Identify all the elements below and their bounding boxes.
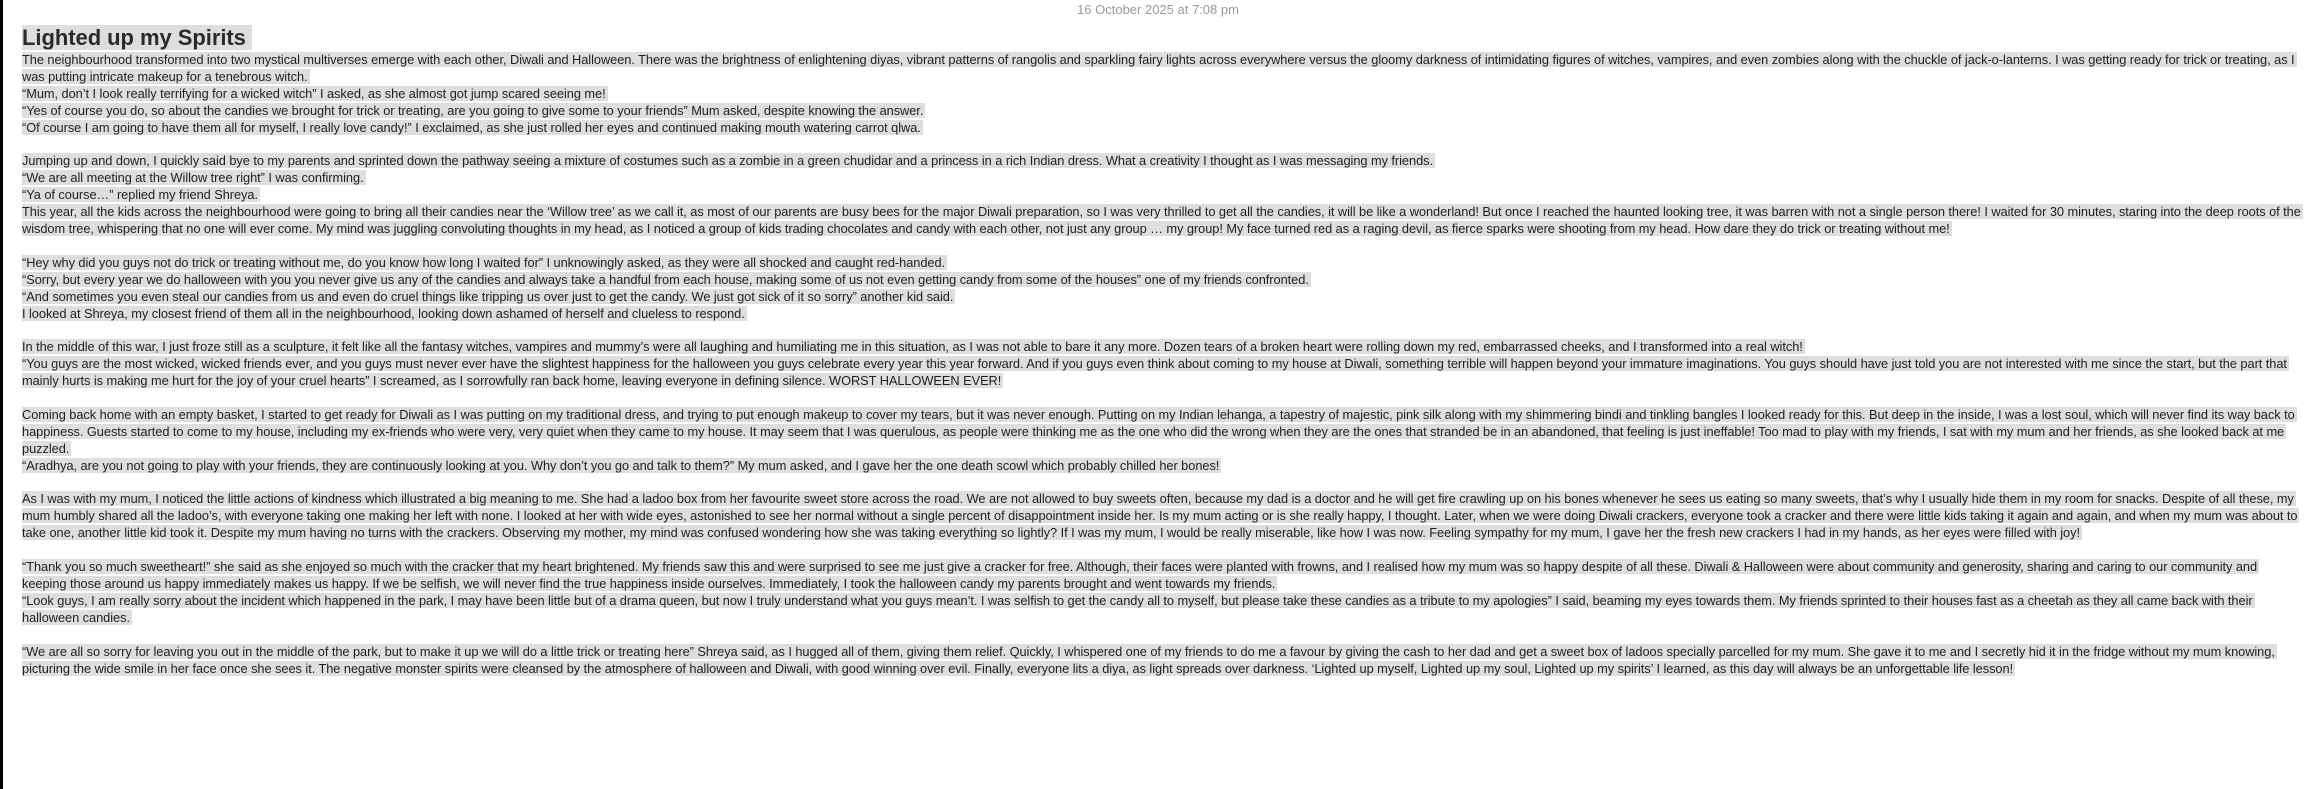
paragraph-line: [22, 289, 2304, 306]
document-paragraphs: [22, 52, 2304, 677]
paragraph-line: [22, 491, 2304, 542]
paragraph-line: [22, 272, 2304, 289]
paragraph-text: Jumping up and down, I quickly said bye to my parents and sprinted down the pathway seeing a mixture of costumes such as a zombie in a green chudidar and a princess in a rich Indian dress. What a creativity I thought as I was messaging my friends.: [22, 153, 1433, 169]
paragraph-line: [22, 458, 2304, 475]
paragraph-text: This year, all the kids across the neighbourhood were going to bring all their candies near the ‘Willow tree’ as we call it, as most of our parents are busy bees for the major Diwali preparation, so I was very thrilled to get all the candies, it will be like a wonderland! But once I reached the haunted looking tree, it was barren with not a single person there! I waited for 30 minutes, staring into the deep roots of the wisdom tree, whispering that no one will ever come. My mind was juggling convoluting thoughts in my head, as I noticed a group of kids trading chocolates and candy with each other, not just any group … my group! My face turned red as a raging devil, as fierce sparks were shooting from my head. How dare they do trick or treating without me!: [22, 204, 2301, 237]
paragraph-text: I looked at Shreya, my closest friend of them all in the neighbourhood, looking down ashamed of herself and clueless to respond.: [22, 305, 745, 321]
timestamp: 16 October 2025 at 7:08 pm: [1077, 2, 1239, 17]
paragraph-line: [22, 103, 2304, 120]
paragraph-text: “We are all meeting at the Willow tree right” I was confirming.: [22, 170, 364, 186]
paragraph-text: “Sorry, but every year we do halloween with you you never give us any of the candies and always take a handful from each house, making some of us not even getting candy from some of the houses” one of my friends confronted.: [22, 271, 1309, 287]
paragraph-text: “Aradhya, are you not going to play with your friends, they are continuously looking at you. Why don’t you go and talk to them?” My mum asked, and I gave her the one death scowl which probably chilled her bones!: [22, 457, 1220, 473]
paragraph-line: [22, 170, 2304, 187]
paragraph-text: The neighbourhood transformed into two mystical multiverses emerge with each other, Diwali and Halloween. There was the brightness of enlightening diyas, vibrant patterns of rangolis and sparkling fairy lights across everywhere versus the gloomy darkness of intimidating figures of witches, vampires, and even zombies along with the chuckle of jack-o-lanterns. I was getting ready for trick or treating, as I was putting intricate makeup for a tenebrous witch.: [22, 52, 2295, 84]
document-body[interactable]: [22, 24, 2304, 677]
blank-line: [22, 390, 2304, 407]
blank-line: [22, 475, 2304, 492]
paragraph-line: [22, 255, 2304, 272]
blank-line: [22, 322, 2304, 339]
paragraph-line: [22, 407, 2304, 458]
document-title-text: Lighted up my Spirits: [22, 25, 252, 50]
paragraph-line: [22, 120, 2304, 137]
paragraph-line: [22, 593, 2304, 627]
paragraph-text: “Ya of course…” replied my friend Shreya.: [22, 187, 258, 203]
paragraph-line: [22, 339, 2304, 356]
paragraph-text: “You guys are the most wicked, wicked friends ever, and you guys must never ever have the slightest happiness for the halloween you guys celebrate every year this year forward. And if you guys even think about coming to my house at Diwali, something terrible will happen beyond your immature imaginations. You guys should have just told you are not interested with me since the start, but the part that mainly hurts is making me hurt for the joy of your cruel hearts” I screamed, as I sorrowfully ran back home, leaving everyone in defining silence. WORST HALLOWEEN EVER!: [22, 356, 2287, 389]
blank-line: [22, 542, 2304, 559]
paragraph-text: “Hey why did you guys not do trick or treating without me, do you know how long I waited for” I unknowingly asked, as they were all shocked and caught red-handed.: [22, 254, 946, 270]
document-title: [22, 24, 2304, 52]
window-edge: [0, 0, 3, 789]
blank-line: [22, 238, 2304, 255]
paragraph-text: In the middle of this war, I just froze still as a sculpture, it felt like all the fantasy witches, vampires and mummy’s were all laughing and humiliating me in this situation, as I was not able to bare it any more. Dozen tears of a broken heart were rolling down my red, embarrassed cheeks, and I transformed into a real witch!: [22, 339, 1803, 355]
paragraph-text: “Look guys, I am really sorry about the incident which happened in the park, I may have been little but of a drama queen, but now I truly understand what you guys mean’t. I was selfish to get the candy all to myself, but please take these candies as a tribute to my apologies” I said, beaming my eyes towards them. My friends sprinted to their houses fast as a cheetah as they all came back with their halloween candies.: [22, 592, 2253, 625]
paragraph-text: “Mum, don’t I look really terrifying for a wicked witch” I asked, as she almost got jump scared seeing me!: [22, 85, 606, 101]
paragraph-text: “Yes of course you do, so about the candies we brought for trick or treating, are you going to give some to your friends” Mum asked, despite knowing the answer.: [22, 102, 924, 118]
paragraph-line: [22, 86, 2304, 103]
paragraph-text: Coming back home with an empty basket, I started to get ready for Diwali as I was putting on my traditional dress, and trying to put enough makeup to cover my tears, but it was never enough. Putting on my Indian lehanga, a tapestry of majestic, pink silk along with my shimmering bindi and tinkling bangles I looked ready for this. But deep in the inside, I was a lost soul, which will never find its way back to happiness. Guests started to come to my house, including my ex-friends who were very, very quiet when they came to my house. It may seem that I was querulous, as people were thinking me as the one who did the wrong when they are the ones that stranded be in an abandoned, that feeling is just ineffable! Too mad to play with my friends, I sat with my mum and her friends, as she looked back at me puzzled.: [22, 406, 2295, 456]
paragraph-line: [22, 306, 2304, 323]
paragraph-text: “And sometimes you even steal our candies from us and even do cruel things like tripping us over just to get the candy. We just got sick of it so sorry” another kid said.: [22, 288, 954, 304]
paragraph-text: “Thank you so much sweetheart!” she said as she enjoyed so much with the cracker that my heart brightened. My friends saw this and were surprised to see me just give a cracker for free. Although, their faces were planted with frowns, and I realised how my mum was so happy despite of all these. Diwali & Halloween were about community and generosity, sharing and caring to our community and keeping those around us happy immediately makes us happy. If we be selfish, we will never find the true happiness inside ourselves. Immediately, I took the halloween candy my parents brought and went towards my friends.: [22, 559, 2258, 591]
paragraph-line: [22, 559, 2304, 593]
blank-line: [22, 627, 2304, 644]
paragraph-text: “We are all so sorry for leaving you out in the middle of the park, but to make it up we will do a little trick or treating here” Shreya said, as I hugged all of them, giving them relief. Quickly, I whispered one of my friends to do me a favour by giving the cash to her dad and get a sweet box of ladoos specially parcelled for my mum. She gave it to me and I secretly hid it in the fridge without my mum knowing, picturing the wide smile in her face once she sees it. The negative monster spirits were cleansed by the atmosphere of halloween and Diwali, with good winning over evil. Finally, everyone lits a diya, as light spreads over darkness. ‘Lighted up myself, Lighted up my soul, Lighted up my spirits’ I learned, as this day will always be an unforgettable life lesson!: [22, 643, 2275, 676]
blank-line: [22, 137, 2304, 154]
paragraph-line: [22, 52, 2304, 86]
paragraph-text: “Of course I am going to have them all for myself, I really love candy!” I exclaimed, as she just rolled her eyes and continued making mouth watering carrot qlwa.: [22, 119, 921, 135]
paragraph-text: As I was with my mum, I noticed the little actions of kindness which illustrated a big meaning to me. She had a ladoo box from her favourite sweet store across the road. We are not allowed to buy sweets often, because my dad is a doctor and he will get fire crawling up on his bones whenever he sees us eating so many sweets, that’s why I usually hide them in my room for snacks. Despite of all these, my mum humbly shared all the ladoo’s, with everyone taking one making her left with none. I looked at her with wide eyes, astonished to see her normal without a single percent of disappointment inside her. Is my mum acting or is she really happy, I thought. Later, when we were doing Diwali crackers, everyone took a cracker and there were little kids taking it again and again, and when my mum was about to take one, another little kid took it. Despite my mum having no turns with the crackers. Observing my mother, my mind was confused wondering how she was taking everything so lightly? If I was my mum, I would be really miserable, like how I was now. Feeling sympathy for my mum, I gave her the fresh new crackers I had in my hands, as her eyes were filled with joy!: [22, 491, 2298, 541]
paragraph-line: [22, 644, 2304, 678]
paragraph-line: [22, 356, 2304, 390]
paragraph-line: [22, 204, 2304, 238]
paragraph-line: [22, 153, 2304, 170]
paragraph-line: [22, 187, 2304, 204]
